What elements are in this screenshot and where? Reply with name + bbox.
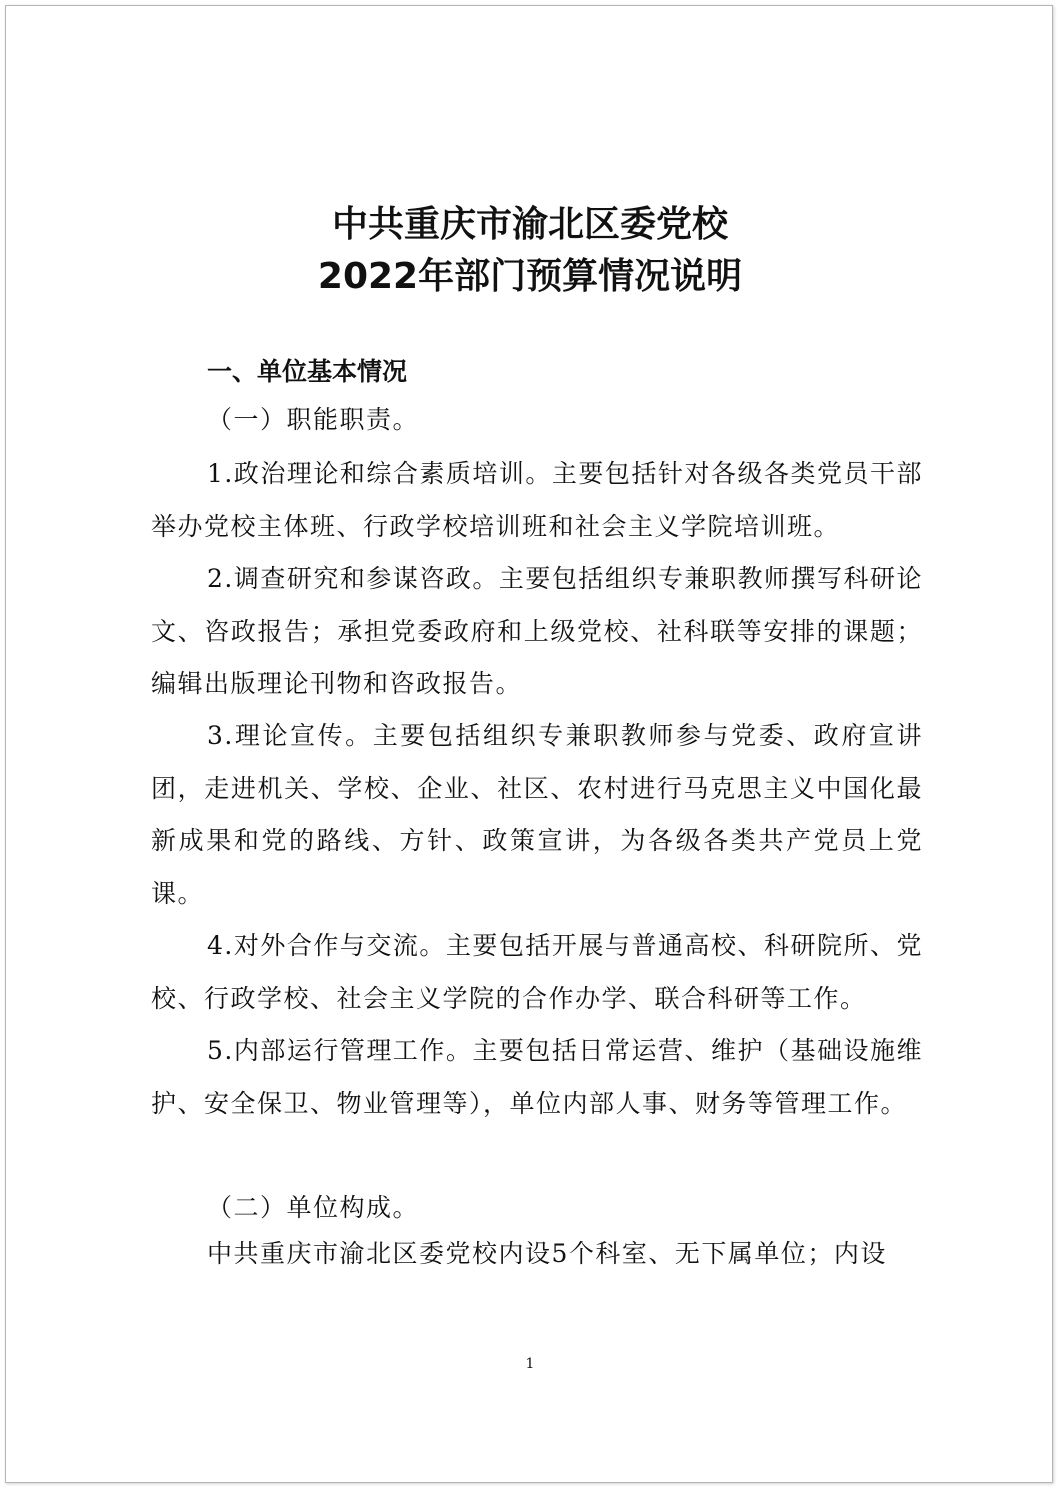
- paragraph-item-3: 3.理论宣传。主要包括组织专兼职教师参与党委、政府宣讲团，走进机关、学校、企业、社区、农村进行马克思主义中国化最新成果和党的路线、方针、政策宣讲，为各级各类共产党员上党课。: [151, 721, 923, 908]
- document-title-line1: 中共重庆市渝北区委党校: [331, 203, 728, 245]
- paragraph-item-1: 1.政治理论和综合素质培训。主要包括针对各级各类党员干部举办党校主体班、行政学校培训班和社会主义学院培训班。: [151, 459, 923, 541]
- page-number: 1: [525, 1356, 535, 1372]
- paragraph-structure: 中共重庆市渝北区委党校内设5个科室、无下属单位；内设: [207, 1239, 887, 1268]
- paragraph-item-4: 4.对外合作与交流。主要包括开展与普通高校、科研院所、党校、行政学校、社会主义学院的合作办学、联合科研等工作。: [151, 931, 923, 1013]
- sub-heading-structure: （二）单位构成。: [207, 1193, 420, 1222]
- paragraph-item-2: 2.调查研究和参谋咨政。主要包括组织专兼职教师撰写科研论文、咨政报告；承担党委政府和上级党校、社科联等安排的课题；编辑出版理论刊物和咨政报告。: [151, 564, 923, 698]
- paragraph-item-5: 5.内部运行管理工作。主要包括日常运营、维护（基础设施维护、安全保卫、物业管理等），单位内部人事、财务等管理工作。: [151, 1036, 923, 1118]
- section-heading-basic-info: 一、单位基本情况: [207, 357, 408, 386]
- sub-heading-functions: （一）职能职责。: [207, 405, 420, 434]
- document-title-line2: 2022年部门预算情况说明: [317, 256, 743, 297]
